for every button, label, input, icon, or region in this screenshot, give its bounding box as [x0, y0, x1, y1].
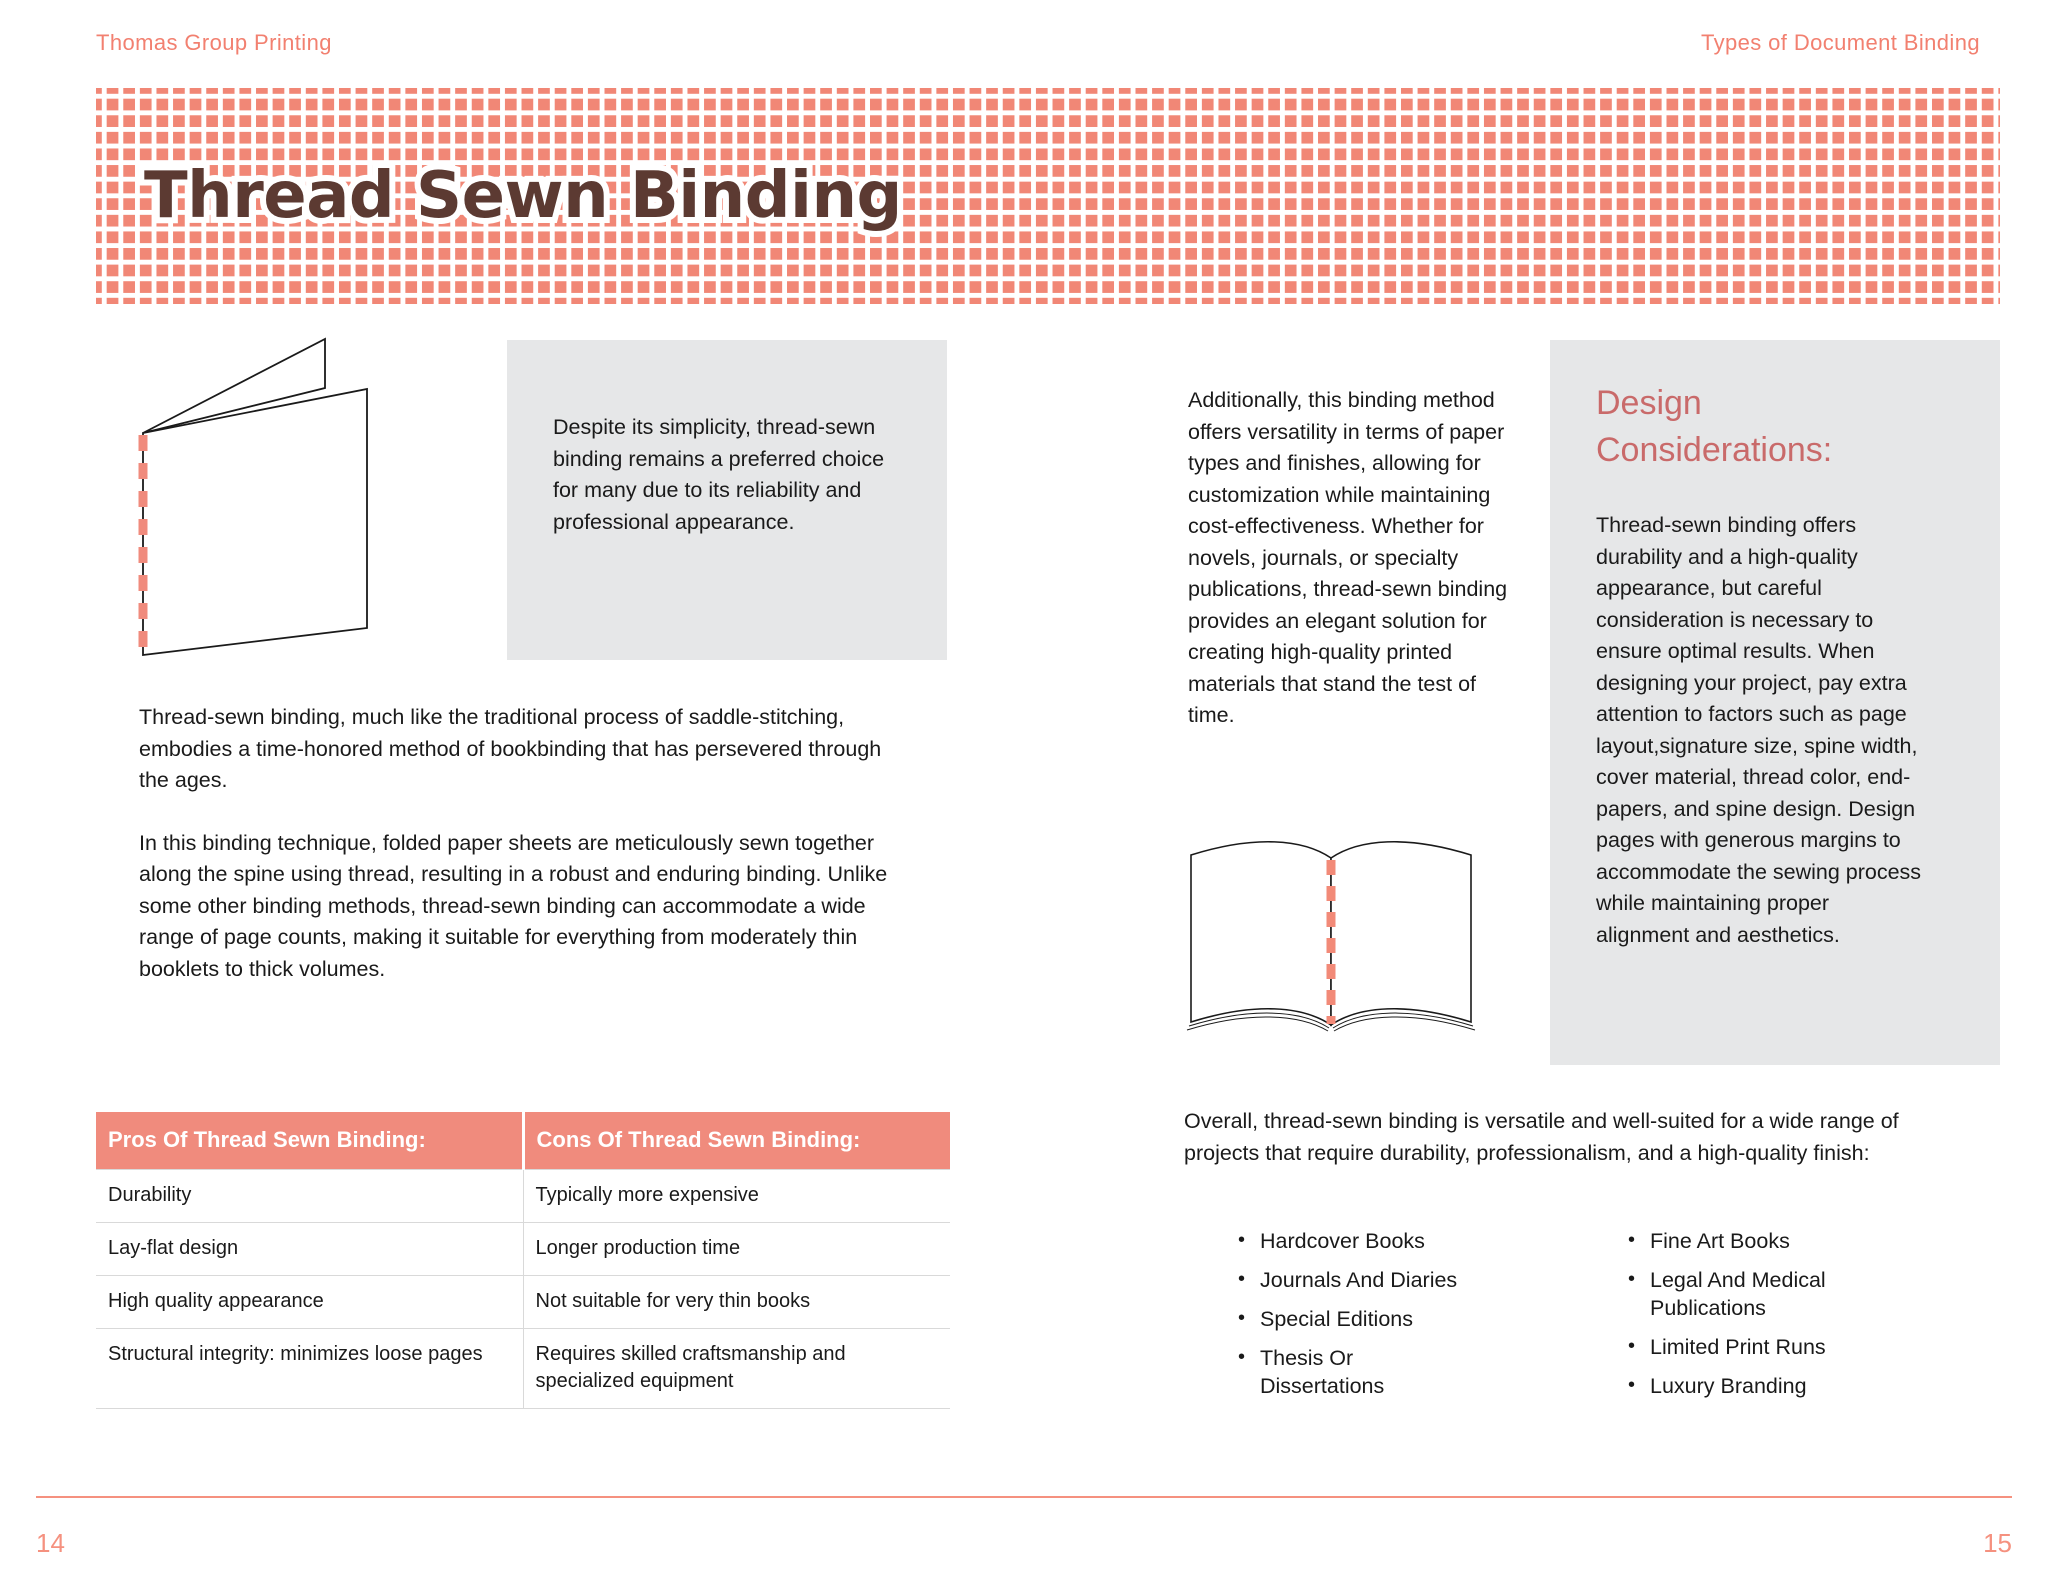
- table-header-row: [96, 1112, 950, 1170]
- list-item-label: • Special Editions: [1260, 1307, 1413, 1331]
- table-row: [96, 1170, 950, 1223]
- table-cell-con: Longer production time: [523, 1223, 950, 1276]
- running-head-right: Types of Document Binding: [1700, 30, 1980, 55]
- list-item-label: • Luxury Branding: [1650, 1374, 1807, 1398]
- left-paragraph-2: In this binding technique, folded paper sheets are meticulously sewn together along the spine using thread, resulting in a robust and enduring binding. Unlike some other binding methods, thread-sewn binding can accommodate a wide range of page counts, making it suitable for everything from moderately thin booklets to thick volumes.: [139, 830, 888, 981]
- table-cell-pro: Structural integrity: minimizes loose pages: [96, 1329, 523, 1409]
- page-number-right: 15: [1983, 1528, 2012, 1558]
- list-item-label: • Hardcover Books: [1260, 1229, 1425, 1253]
- list-item: [1620, 1372, 1950, 1400]
- page-number-left: 14: [36, 1528, 65, 1558]
- list-item-label: • Thesis Or Dissertations: [1260, 1346, 1385, 1398]
- list-item: [1620, 1266, 1950, 1322]
- footer-divider: [36, 1496, 2012, 1498]
- right-column-paragraph-block: [1188, 385, 1518, 732]
- left-callout-text: Despite its simplicity, thread-sewn binding remains a preferred choice for many due to its reliability and professional appearance.: [553, 415, 885, 534]
- folded-sheet-illustration: [130, 330, 430, 690]
- list-item: [1230, 1344, 1560, 1400]
- title-banner: [96, 88, 2000, 304]
- design-heading-line-1: Design: [1596, 384, 1702, 422]
- table-header-cons: Cons Of Thread Sewn Binding:: [523, 1112, 950, 1170]
- list-item: [1230, 1227, 1560, 1255]
- table-cell-pro: Durability: [96, 1170, 523, 1223]
- list-item-label: • Journals And Diaries: [1260, 1268, 1458, 1292]
- list-item: [1230, 1266, 1560, 1294]
- bullet-list-left: [1230, 1227, 1560, 1411]
- list-item: [1620, 1227, 1950, 1255]
- list-item: [1620, 1333, 1950, 1361]
- page-title: Thread Sewn Binding: [144, 159, 902, 233]
- bullet-list-right: [1620, 1227, 1950, 1411]
- table-row: [96, 1276, 950, 1329]
- list-item-label: • Limited Print Runs: [1650, 1335, 1826, 1359]
- table-row: [96, 1223, 950, 1276]
- open-book-illustration: [1185, 835, 1485, 1065]
- table-cell-con: Requires skilled craftsmanship and specialized equipment: [523, 1329, 950, 1409]
- design-considerations-heading: [1596, 380, 1966, 474]
- table-cell-con: Not suitable for very thin books: [523, 1276, 950, 1329]
- right-summary-text: Overall, thread-sewn binding is versatile and well-suited for a wide range of projects that require durability, professionalism, and a high-quality finish:: [1184, 1109, 1899, 1165]
- running-head-left: Thomas Group Printing: [96, 30, 332, 55]
- left-body-text: [139, 702, 909, 985]
- right-paragraph-1: Additionally, this binding method offers versatility in terms of paper types and finishes, allowing for customization while maintaining cost-effectiveness. Whether for novels, journals, or specialty publications, thread-sewn binding provides an elegant solution for creating high-quality printed materials that stand the test of time.: [1188, 388, 1508, 727]
- table-cell-pro: High quality appearance: [96, 1276, 523, 1329]
- design-heading-line-2: Considerations:: [1596, 431, 1833, 469]
- list-item: [1230, 1305, 1560, 1333]
- left-paragraph-1: Thread-sewn binding, much like the traditional process of saddle-stitching, embodies a time-honored method of bookbinding that has persevered through the ages.: [139, 705, 882, 792]
- table-row: [96, 1329, 950, 1409]
- table-cell-pro: Lay-flat design: [96, 1223, 523, 1276]
- table-cell-con: Typically more expensive: [523, 1170, 950, 1223]
- list-item-label: • Fine Art Books: [1650, 1229, 1790, 1253]
- right-summary-block: [1184, 1106, 1914, 1169]
- pros-cons-table: [96, 1112, 950, 1409]
- list-item-label: • Legal And Medical Publications: [1650, 1268, 1826, 1320]
- table-header-pros: Pros Of Thread Sewn Binding:: [96, 1112, 523, 1170]
- design-considerations-body: Thread-sewn binding offers durability and a high-quality appearance, but careful consideration is necessary to ensure optimal results. When designing your project, pay extra attention to factors such as page layout,signature size, spine width, cover material, thread color, end-papers, and spine design. Design pages with generous margins to accommodate the sewing process while maintaining proper alignment and aesthetics.: [1596, 513, 1922, 947]
